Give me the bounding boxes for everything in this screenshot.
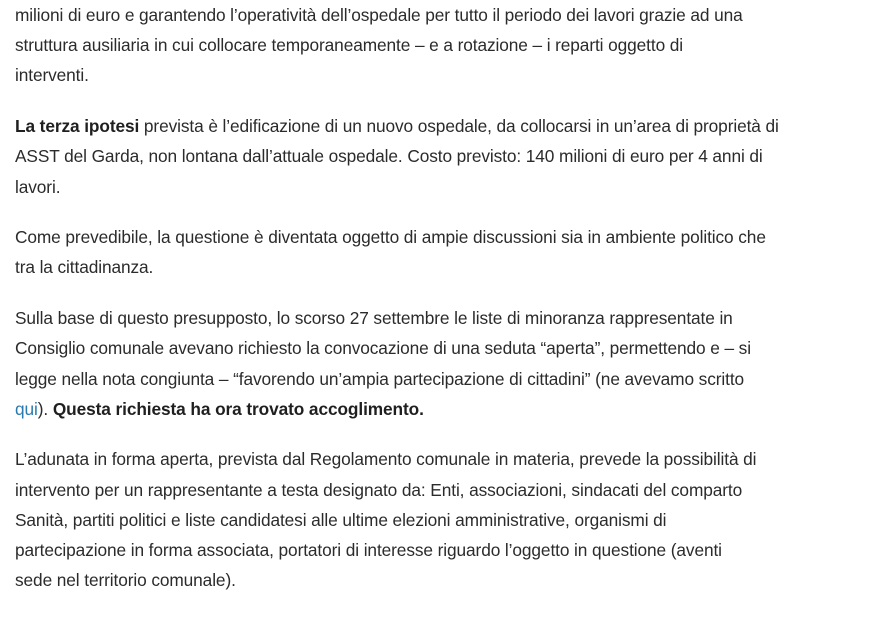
- text-fragment: ).: [37, 398, 53, 419]
- text-line: sede nel territorio comunale).: [15, 570, 236, 591]
- text-line: partecipazione in forma associata, portatori di interesse riguardo l’oggetto in questione (aventi: [15, 540, 722, 561]
- text-line: lavori.: [15, 176, 61, 197]
- text-line: Consiglio comunale avevano richiesto la convocazione di una seduta “aperta”, permettendo e – si: [15, 338, 751, 359]
- text-line: interventi.: [15, 65, 89, 86]
- bold-request-accepted: Questa richiesta ha ora trovato accoglimento.: [52, 398, 424, 419]
- text-line: legge nella nota congiunta – “favorendo un’ampia partecipazione di cittadini” (ne avevamo scritto: [15, 368, 745, 389]
- paragraph-open-session-request: [15, 303, 881, 424]
- text-fragment: prevista è l’edificazione di un nuovo ospedale, da collocarsi in un’area di proprietà di: [139, 116, 779, 137]
- text-line: L’adunata in forma aperta, prevista dal Regolamento comunale in materia, prevede la possibilità di: [15, 449, 757, 470]
- text-line: Sanità, partiti politici e liste candidatesi alle ultime elezioni amministrative, organismi di: [15, 509, 667, 530]
- text-line: ASST del Garda, non lontana dall’attuale ospedale. Costo previsto: 140 milioni di euro per 4 anni di: [15, 146, 763, 167]
- text-line: milioni di euro e garantendo l’operatività dell’ospedale per tutto il periodo dei lavori grazie ad una: [15, 5, 743, 25]
- paragraph-open-meeting-rules: [15, 444, 881, 595]
- text-line: [15, 111, 881, 141]
- text-line: Sulla base di questo presupposto, lo scorso 27 settembre le liste di minoranza rappresentate in: [15, 308, 733, 329]
- paragraph-debate: [15, 222, 881, 282]
- text-line: struttura ausiliaria in cui collocare temporaneamente – e a rotazione – i reparti oggetto di: [15, 35, 684, 56]
- paragraph-third-hypothesis: [15, 111, 881, 202]
- paragraph-costs-continuation: [15, 0, 881, 91]
- text-line: tra la cittadinanza.: [15, 257, 154, 278]
- text-line: [15, 394, 881, 424]
- text-line: Come prevedibile, la questione è diventata oggetto di ampie discussioni sia in ambiente politico che: [15, 227, 766, 248]
- article-body: [15, 0, 881, 595]
- text-line: intervento per un rappresentante a testa designato da: Enti, associazioni, sindacati del comparto: [15, 479, 743, 500]
- link-previous-article[interactable]: qui: [15, 398, 38, 419]
- bold-lead-third-hypothesis: La terza ipotesi: [15, 116, 140, 137]
